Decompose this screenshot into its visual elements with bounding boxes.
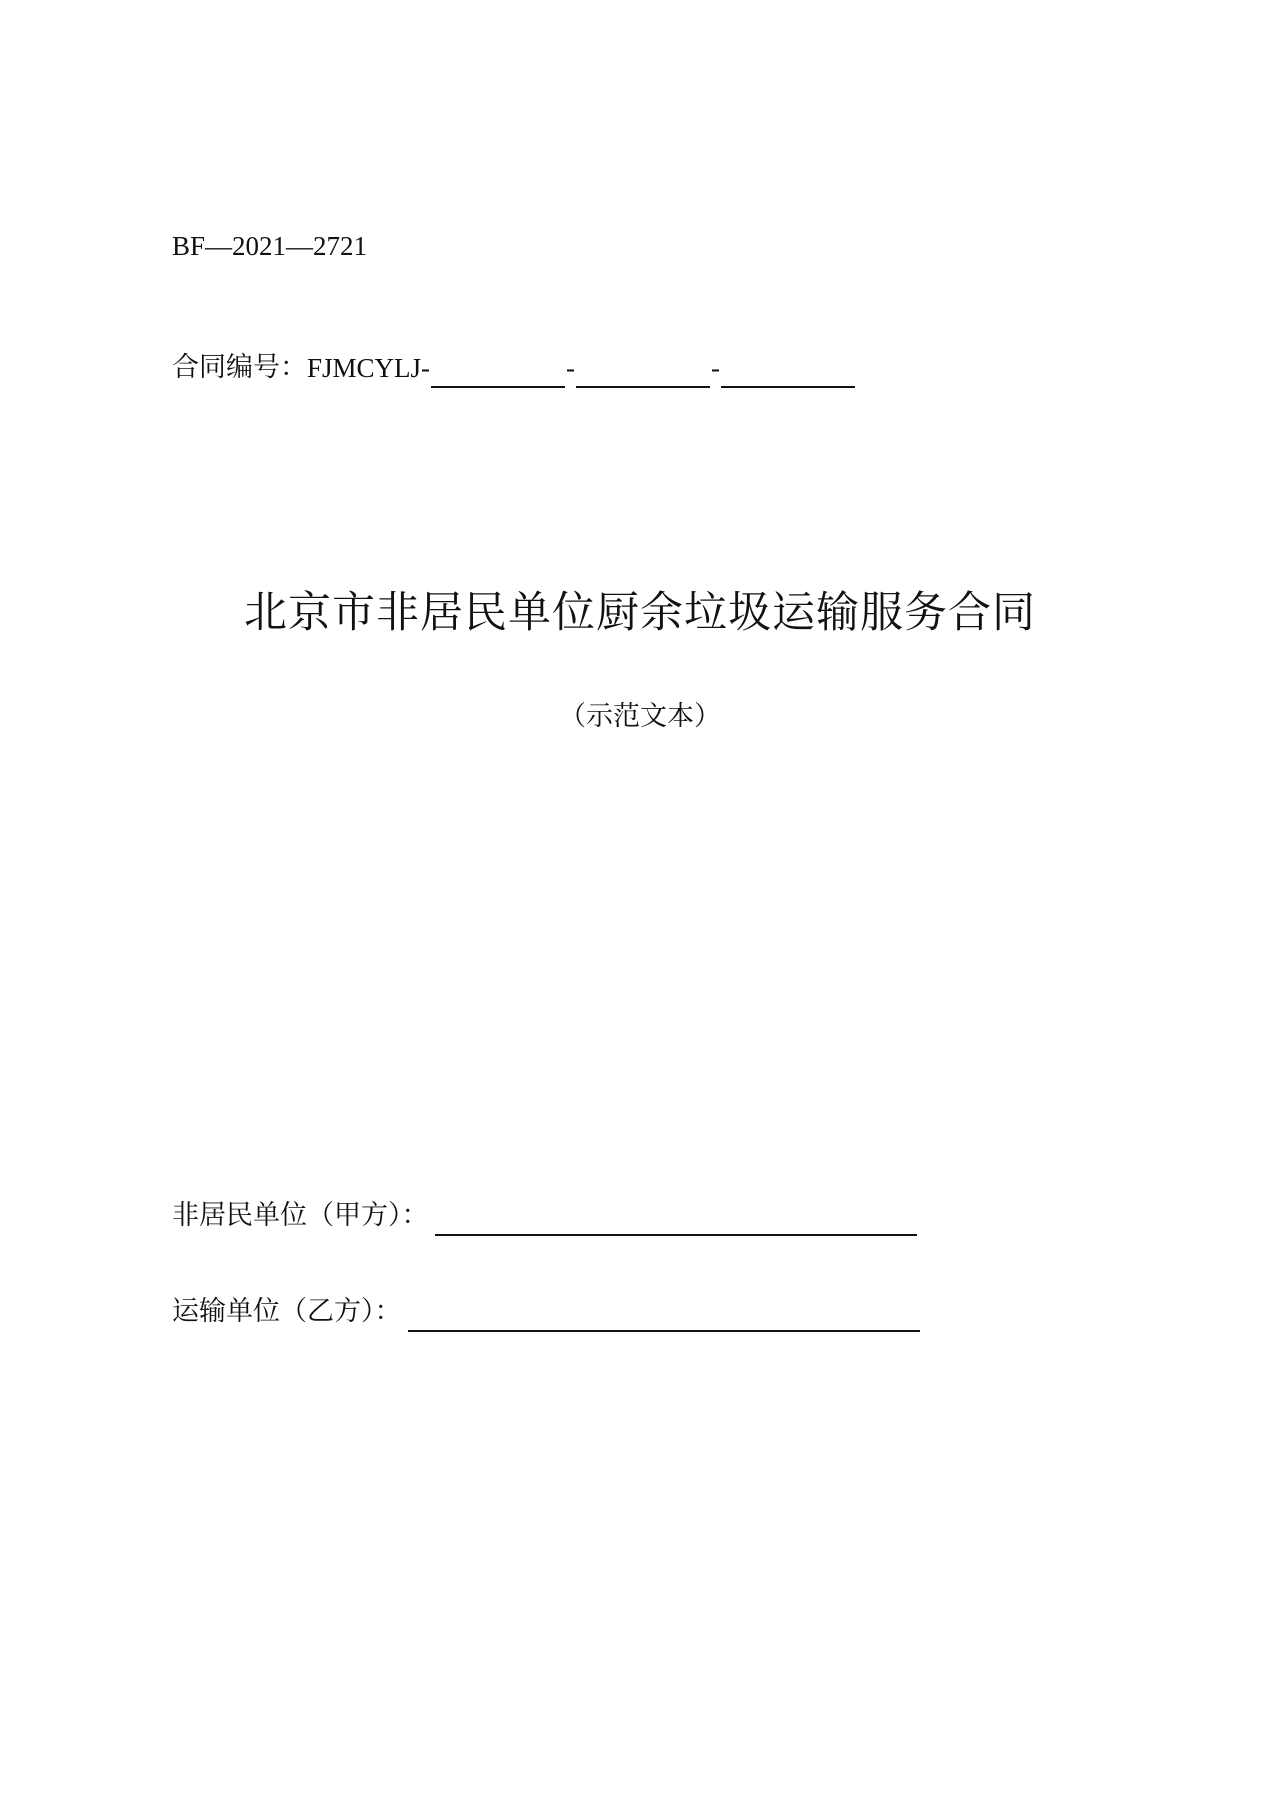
document-subtitle: （示范文本） <box>559 701 721 732</box>
contract-number-separator: - <box>711 353 721 383</box>
contract-number-blank-3[interactable] <box>721 356 855 388</box>
party-a-blank[interactable] <box>435 1202 917 1236</box>
party-b-line <box>172 1292 920 1332</box>
party-a-line <box>172 1196 917 1236</box>
party-b-blank[interactable] <box>408 1298 920 1332</box>
contract-number-label: 合同编号： <box>172 352 307 383</box>
party-a-label: 非居民单位（甲方）： <box>172 1200 429 1231</box>
contract-number-blank-2[interactable] <box>576 356 710 388</box>
contract-number-separator: - <box>566 353 576 383</box>
contract-number-line <box>172 348 856 388</box>
document-title: 北京市非居民单位厨余垃圾运输服务合同 <box>244 588 1036 638</box>
document-code: BF—2021—2721 <box>172 231 368 261</box>
party-b-label: 运输单位（乙方）： <box>172 1296 402 1327</box>
contract-number-blank-1[interactable] <box>431 356 565 388</box>
contract-number-prefix: FJMCYLJ- <box>307 353 431 383</box>
